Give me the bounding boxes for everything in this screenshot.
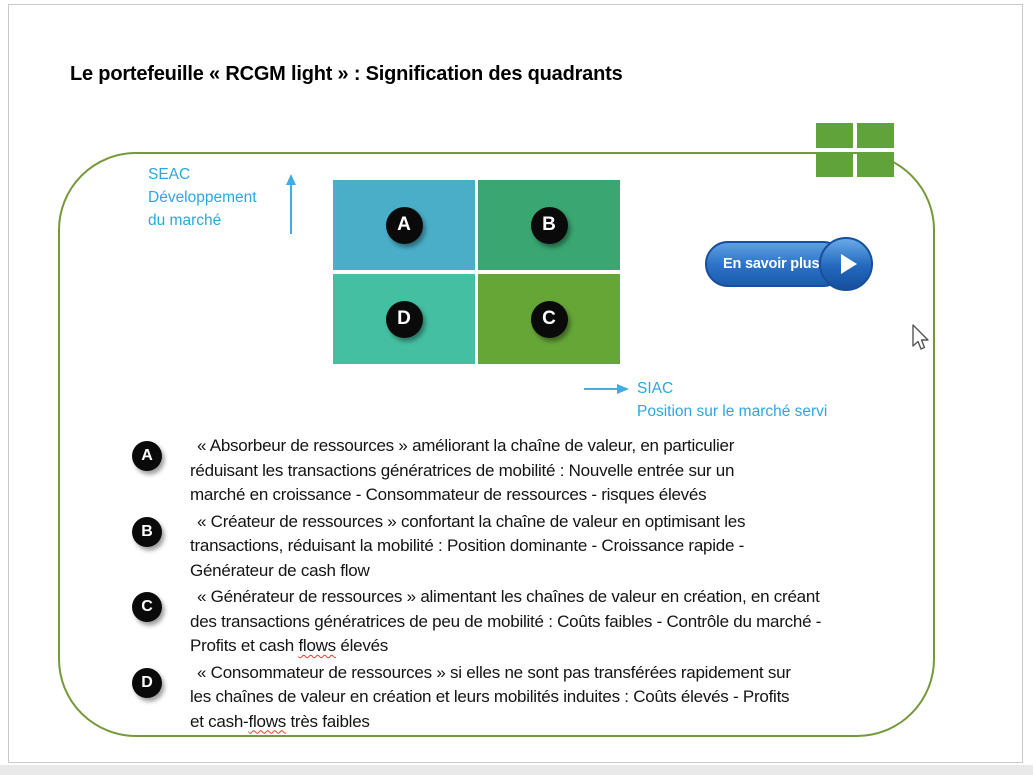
bullet-line: transactions, réduisant la mobilité : Position dominante - Croissance rapide -: [190, 536, 745, 555]
bullet-line: et cash-flows très faibles: [190, 711, 370, 731]
matrix: [333, 180, 620, 364]
learn-more-label: En savoir plus: [723, 256, 820, 272]
bottom-strip: [0, 765, 1033, 775]
bullet-badge-d: D: [132, 668, 162, 698]
bullet-badge-a: A: [132, 441, 162, 471]
bullet-line: « Générateur de ressources » alimentant les chaînes de valeur en création, en créant: [197, 587, 820, 606]
bullet-badge-b: B: [132, 517, 162, 547]
bullet-text: [190, 510, 745, 584]
bullet-line: « Absorbeur de ressources » améliorant la chaîne de valeur, en particulier: [197, 436, 735, 455]
x-axis-line-1: SIAC: [637, 380, 674, 397]
misspelled-word: flows: [298, 636, 336, 655]
learn-more-button[interactable]: [705, 237, 873, 293]
quadrant-badge-c: C: [531, 301, 568, 338]
bullet-text: [190, 661, 791, 735]
page-title: Le portefeuille « RCGM light » : Signification des quadrants: [70, 63, 623, 85]
quadrant-a: [333, 180, 475, 270]
bullet-line: « Consommateur de ressources » si elles ne sont pas transférées rapidement sur: [197, 662, 791, 682]
bullet-line: réduisant les transactions génératrices de mobilité : Nouvelle entrée sur un: [190, 460, 735, 480]
up-arrow-icon: [283, 174, 299, 241]
green-grid-cell: [857, 152, 894, 177]
quadrant-d: [333, 274, 475, 364]
bullet-item: [132, 434, 821, 508]
y-axis-line-1: SEAC: [148, 166, 191, 183]
bullet-text: [190, 434, 734, 508]
bullet-line: marché en croissance - Consommateur de ressources - risques élevés: [190, 485, 707, 504]
green-grid-logo: [816, 123, 894, 177]
quadrant-badge-d: D: [386, 301, 423, 338]
quadrant-badge-b: B: [531, 207, 568, 244]
bullet-badge-c: C: [132, 592, 162, 622]
bullet-item: [132, 661, 821, 735]
quadrant-b: [478, 180, 620, 270]
bullet-item: [132, 585, 821, 659]
bullet-line: Générateur de cash flow: [190, 560, 370, 580]
bullet-line: des transactions génératrices de peu de mobilité : Coûts faibles - Contrôle du marché -: [190, 611, 822, 631]
play-icon: [841, 254, 857, 274]
green-grid-cell: [816, 123, 853, 148]
mouse-cursor: [908, 322, 930, 357]
quadrant-c: [478, 274, 620, 364]
quadrant-badge-a: A: [386, 207, 423, 244]
x-axis-line-2: Position sur le marché servi: [637, 403, 828, 420]
bullet-text: [190, 585, 821, 659]
y-axis-line-3: du marché: [148, 212, 222, 229]
bullet-item: [132, 510, 821, 584]
x-axis-label: [637, 377, 827, 423]
bullet-line: « Créateur de ressources » confortant la chaîne de valeur en optimisant les: [197, 511, 746, 531]
y-axis-label: [148, 163, 257, 232]
green-grid-cell: [816, 152, 853, 177]
green-grid-cell: [857, 123, 894, 148]
bullet-line: les chaînes de valeur en création et leurs mobilités induites : Coûts élevés - Profits: [190, 687, 790, 706]
right-arrow-icon: [583, 382, 629, 401]
legend-list: [132, 434, 821, 736]
y-axis-line-2: Développement: [148, 189, 257, 206]
play-circle[interactable]: [819, 237, 873, 291]
misspelled-word: flows: [248, 711, 286, 731]
bullet-line: Profits et cash flows élevés: [190, 636, 389, 655]
